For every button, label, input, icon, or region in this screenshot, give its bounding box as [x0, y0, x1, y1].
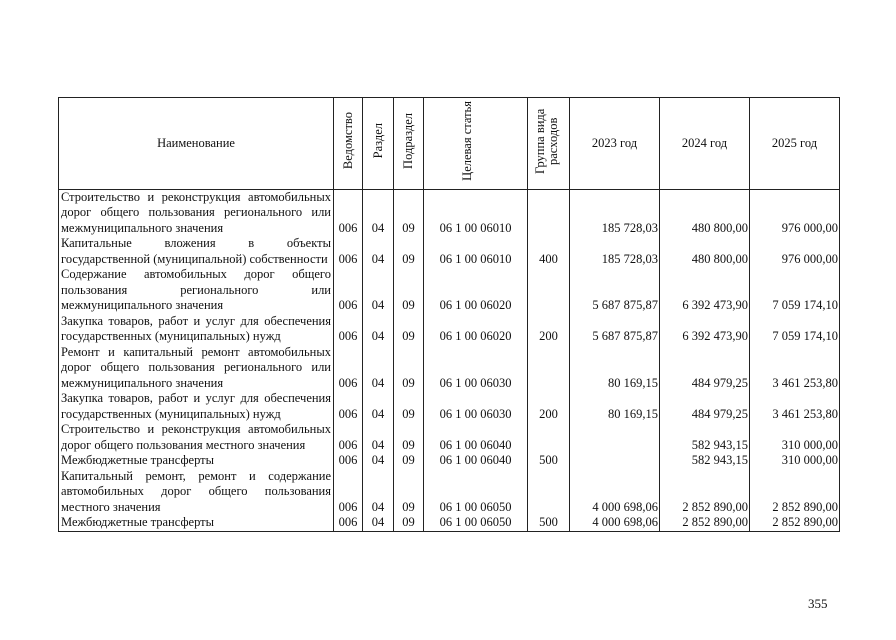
- cell-y2023: [570, 422, 660, 453]
- cell-y2023: 5 687 875,87: [570, 314, 660, 345]
- cell-cs: 06 1 00 06010: [424, 236, 528, 267]
- table-row: [59, 267, 840, 314]
- cell-pr: 09: [394, 314, 424, 345]
- cell-ved: 006: [334, 314, 363, 345]
- cell-y2025: 7 059 174,10: [750, 267, 840, 314]
- cell-name: Межбюджетные трансферты: [59, 453, 334, 469]
- table-row: [59, 189, 840, 236]
- cell-cs: 06 1 00 06030: [424, 391, 528, 422]
- table-body: [59, 189, 840, 531]
- cell-vr: [528, 345, 570, 392]
- cell-pr: 09: [394, 267, 424, 314]
- cell-y2024: 2 852 890,00: [660, 469, 750, 516]
- cell-y2024: 484 979,25: [660, 391, 750, 422]
- cell-name: Ремонт и капитальный ремонт автомобильных дорог общего пользования регионального или межмуниципального значения: [59, 345, 334, 392]
- cell-vr: 200: [528, 391, 570, 422]
- cell-vr: 500: [528, 515, 570, 531]
- header-vedomstvo: Ведомство: [334, 98, 363, 190]
- budget-table: [58, 97, 840, 532]
- cell-name: Строительство и реконструкция автомобильных дорог общего пользования местного значения: [59, 422, 334, 453]
- cell-name: Закупка товаров, работ и услуг для обеспечения государственных (муниципальных) нужд: [59, 391, 334, 422]
- header-2025: 2025 год: [750, 98, 840, 190]
- cell-name: Капитальные вложения в объекты государственной (муниципальной) собственности: [59, 236, 334, 267]
- header-podrazdel: Подраздел: [394, 98, 424, 190]
- cell-y2023: 185 728,03: [570, 189, 660, 236]
- table-row: [59, 422, 840, 453]
- cell-y2025: 2 852 890,00: [750, 515, 840, 531]
- cell-name: Капитальный ремонт, ремонт и содержание автомобильных дорог общего пользования местного значения: [59, 469, 334, 516]
- table-row: [59, 469, 840, 516]
- cell-cs: 06 1 00 06030: [424, 345, 528, 392]
- cell-ved: 006: [334, 422, 363, 453]
- cell-y2024: 582 943,15: [660, 422, 750, 453]
- cell-vr: [528, 422, 570, 453]
- cell-ved: 006: [334, 236, 363, 267]
- cell-pr: 09: [394, 453, 424, 469]
- cell-rz: 04: [363, 345, 394, 392]
- cell-rz: 04: [363, 422, 394, 453]
- table-row: [59, 391, 840, 422]
- cell-y2023: 4 000 698,06: [570, 515, 660, 531]
- cell-y2025: 7 059 174,10: [750, 314, 840, 345]
- table-row: [59, 236, 840, 267]
- cell-rz: 04: [363, 469, 394, 516]
- cell-pr: 09: [394, 515, 424, 531]
- cell-ved: 006: [334, 515, 363, 531]
- header-2024: 2024 год: [660, 98, 750, 190]
- cell-rz: 04: [363, 391, 394, 422]
- cell-rz: 04: [363, 314, 394, 345]
- table-row: [59, 314, 840, 345]
- cell-ved: 006: [334, 267, 363, 314]
- cell-y2024: 582 943,15: [660, 453, 750, 469]
- cell-y2024: 6 392 473,90: [660, 267, 750, 314]
- cell-y2025: 976 000,00: [750, 236, 840, 267]
- cell-y2023: 80 169,15: [570, 391, 660, 422]
- cell-cs: 06 1 00 06050: [424, 469, 528, 516]
- cell-ved: 006: [334, 469, 363, 516]
- cell-name: Межбюджетные трансферты: [59, 515, 334, 531]
- page-number: 355: [808, 596, 828, 611]
- cell-y2025: 976 000,00: [750, 189, 840, 236]
- cell-vr: 200: [528, 314, 570, 345]
- cell-y2025: 3 461 253,80: [750, 345, 840, 392]
- cell-rz: 04: [363, 267, 394, 314]
- cell-cs: 06 1 00 06010: [424, 189, 528, 236]
- cell-pr: 09: [394, 189, 424, 236]
- table-row: [59, 453, 840, 469]
- cell-rz: 04: [363, 453, 394, 469]
- cell-pr: 09: [394, 236, 424, 267]
- cell-vr: [528, 267, 570, 314]
- cell-rz: 04: [363, 515, 394, 531]
- cell-ved: 006: [334, 189, 363, 236]
- cell-pr: 09: [394, 469, 424, 516]
- header-razdel: Раздел: [363, 98, 394, 190]
- cell-y2025: 2 852 890,00: [750, 469, 840, 516]
- header-2023: 2023 год: [570, 98, 660, 190]
- table-row: [59, 345, 840, 392]
- cell-cs: 06 1 00 06050: [424, 515, 528, 531]
- cell-y2025: 310 000,00: [750, 453, 840, 469]
- cell-y2023: 4 000 698,06: [570, 469, 660, 516]
- cell-y2023: 5 687 875,87: [570, 267, 660, 314]
- cell-y2023: 80 169,15: [570, 345, 660, 392]
- cell-vr: 500: [528, 453, 570, 469]
- table-header-row: [59, 98, 840, 190]
- cell-rz: 04: [363, 236, 394, 267]
- header-gruppa: Группа вида расходов: [528, 98, 570, 190]
- cell-name: Содержание автомобильных дорог общего пользования регионального или межмуниципального значения: [59, 267, 334, 314]
- cell-y2023: [570, 453, 660, 469]
- cell-y2024: 480 800,00: [660, 189, 750, 236]
- cell-cs: 06 1 00 06040: [424, 422, 528, 453]
- cell-y2024: 2 852 890,00: [660, 515, 750, 531]
- cell-pr: 09: [394, 391, 424, 422]
- cell-y2024: 6 392 473,90: [660, 314, 750, 345]
- cell-ved: 006: [334, 391, 363, 422]
- cell-vr: [528, 189, 570, 236]
- cell-y2024: 480 800,00: [660, 236, 750, 267]
- cell-pr: 09: [394, 345, 424, 392]
- cell-rz: 04: [363, 189, 394, 236]
- cell-name: Закупка товаров, работ и услуг для обеспечения государственных (муниципальных) нужд: [59, 314, 334, 345]
- cell-y2025: 3 461 253,80: [750, 391, 840, 422]
- cell-pr: 09: [394, 422, 424, 453]
- cell-cs: 06 1 00 06020: [424, 267, 528, 314]
- cell-name: Строительство и реконструкция автомобильных дорог общего пользования регионального или межмуниципального значения: [59, 189, 334, 236]
- cell-y2023: 185 728,03: [570, 236, 660, 267]
- cell-ved: 006: [334, 453, 363, 469]
- cell-vr: 400: [528, 236, 570, 267]
- cell-y2024: 484 979,25: [660, 345, 750, 392]
- cell-vr: [528, 469, 570, 516]
- cell-cs: 06 1 00 06020: [424, 314, 528, 345]
- cell-ved: 006: [334, 345, 363, 392]
- header-name: Наименование: [59, 98, 334, 190]
- header-statya: Целевая статья: [424, 98, 528, 190]
- table-row: [59, 515, 840, 531]
- cell-y2025: 310 000,00: [750, 422, 840, 453]
- cell-cs: 06 1 00 06040: [424, 453, 528, 469]
